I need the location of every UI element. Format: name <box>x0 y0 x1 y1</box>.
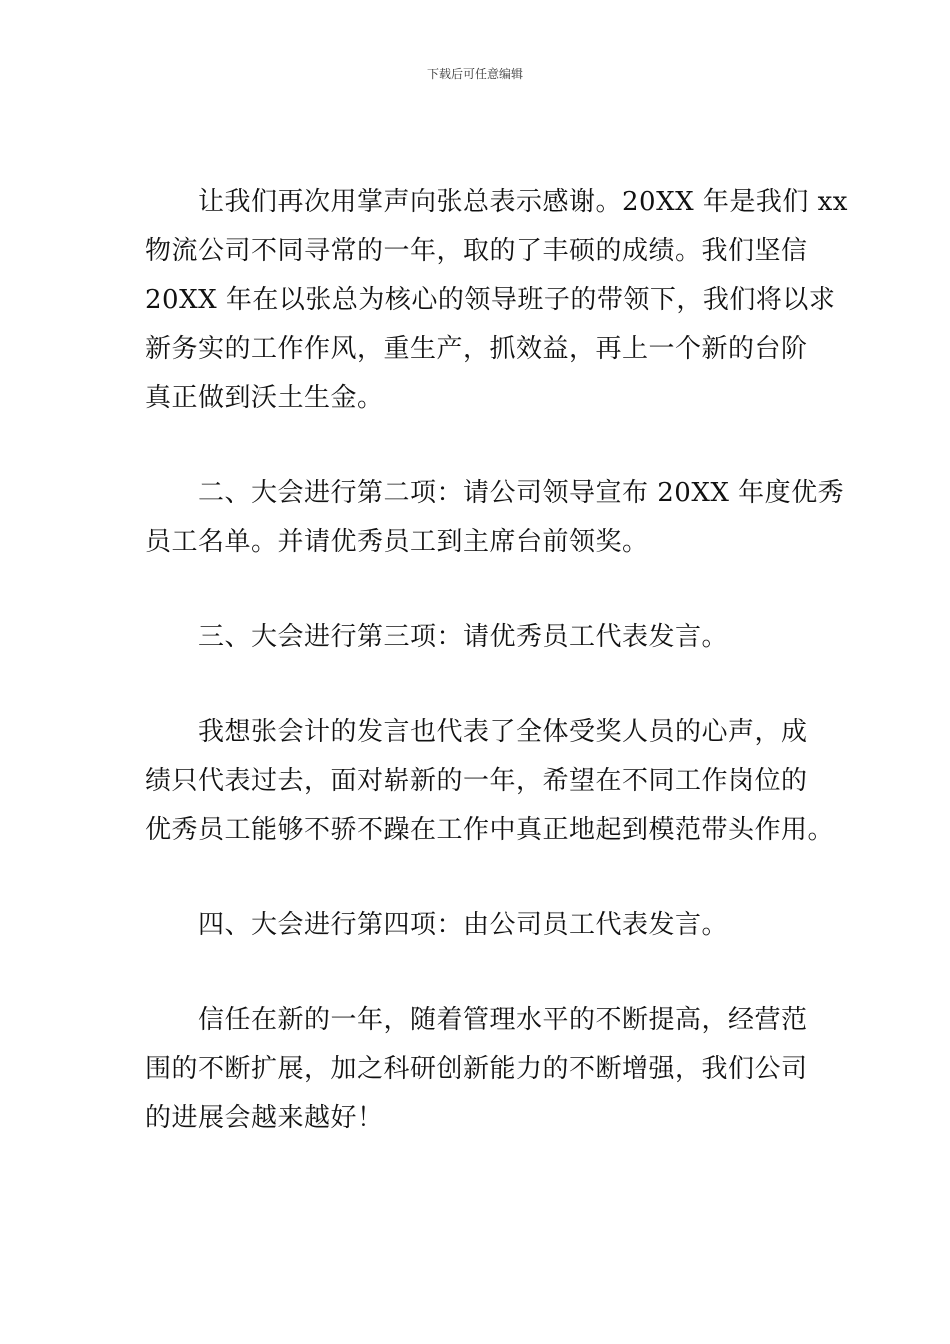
text-line: 真正做到沃土生金。 <box>145 383 384 413</box>
text-line: 信任在新的一年，随着管理水平的不断提高，经营范 <box>145 1005 808 1035</box>
paragraph-item-three <box>145 613 810 662</box>
text-line: 二、大会进行第二项：请公司领导宣布 20XX 年度优秀 <box>145 478 845 508</box>
text-line: 让我们再次用掌声向张总表示感谢。20XX 年是我们 xx <box>145 187 848 217</box>
text-line: 四、大会进行第四项：由公司员工代表发言。 <box>145 910 729 940</box>
text-line: 三、大会进行第三项：请优秀员工代表发言。 <box>145 622 729 652</box>
text-line: 我想张会计的发言也代表了全体受奖人员的心声，成 <box>145 717 808 747</box>
text-line: 20XX 年在以张总为核心的领导班子的带领下，我们将以求 <box>145 285 836 315</box>
text-line: 绩只代表过去，面对崭新的一年，希望在不同工作岗位的 <box>145 766 808 796</box>
header-note: 下载后可任意编辑 <box>426 67 523 81</box>
paragraph-thanks <box>145 178 848 423</box>
paragraph-item-four <box>145 901 810 950</box>
paragraph-closing <box>145 996 810 1143</box>
text-line: 物流公司不同寻常的一年，取的了丰硕的成绩。我们坚信 <box>145 236 808 266</box>
text-line: 围的不断扩展，加之科研创新能力的不断增强，我们公司 <box>145 1054 808 1084</box>
text-line: 新务实的工作作风，重生产，抓效益，再上一个新的台阶 <box>145 334 808 364</box>
text-line: 优秀员工能够不骄不躁在工作中真正地起到模范带头作用。 <box>145 815 835 845</box>
text-line: 员工名单。并请优秀员工到主席台前领奖。 <box>145 527 649 557</box>
document-body <box>145 178 848 1143</box>
paragraph-item-two <box>145 469 845 567</box>
paragraph-accountant-speech <box>145 708 835 855</box>
text-line: 的进展会越来越好！ <box>145 1103 384 1133</box>
